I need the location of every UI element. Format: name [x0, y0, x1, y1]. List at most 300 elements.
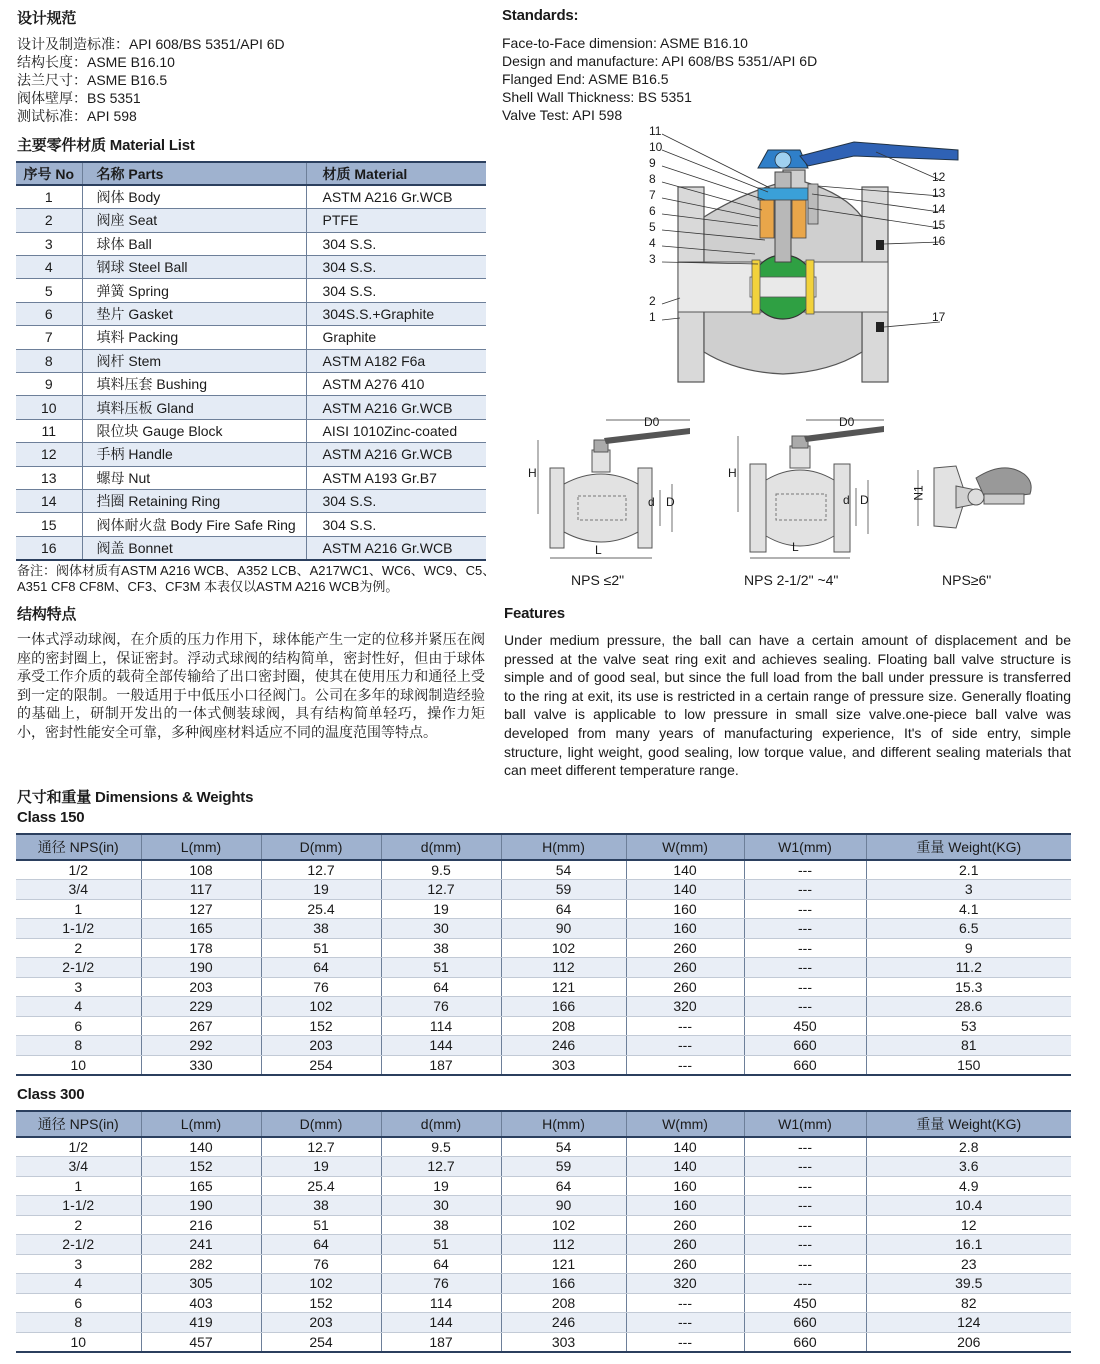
- class300-cell: 320: [626, 1274, 744, 1294]
- class150-table: [16, 833, 1071, 1076]
- class300-cell: 8: [16, 1313, 141, 1333]
- features-cn-text: 一体式浮动球阀，在介质的压力作用下，球体能产生一定的位移并紧压在阀座的密封圈上，保证密封。浮动式球阀的结构简单，密封性好，但由于球体承受工作介质的载荷全部传输给了出口密封圈，使其在使用压力和通径上受到一定的限制。一般适用于中低压小口径阀门。公司在多年的球阀制造经验的基础上，研制开发出的一体式侧装球阀，具有结构简单轻巧，操作力矩小，密封性能安全可靠，多种阀座材料适应不同的温度范围等特点。: [17, 631, 485, 740]
- class150-cell: 144: [381, 1036, 501, 1056]
- material-cell-material: ASTM A216 Gr.WCB: [306, 443, 486, 466]
- material-header-row: [16, 162, 486, 185]
- class300-cell: 54: [501, 1137, 626, 1157]
- class150-cell: 19: [261, 880, 381, 900]
- material-cell-part: 螺母 Nut: [82, 466, 306, 489]
- class150-cell: 38: [381, 938, 501, 958]
- class150-cell: 450: [744, 1016, 866, 1036]
- class300-cell: 51: [261, 1215, 381, 1235]
- class300-cell: 140: [626, 1157, 744, 1177]
- material-cell-part: 阀体耐火盘 Body Fire Safe Ring: [82, 513, 306, 536]
- class300-cell: 660: [744, 1332, 866, 1352]
- spec-en-title: Standards:: [502, 7, 579, 24]
- class150-title: Class 150: [17, 809, 85, 826]
- class150-cell: ---: [744, 860, 866, 880]
- class300-cell: 403: [141, 1293, 261, 1313]
- table-row: [16, 860, 1071, 880]
- callout-label: 14: [932, 202, 946, 216]
- spec-en-line: Face-to-Face dimension: ASME B16.10: [502, 35, 748, 51]
- class300-body: [16, 1137, 1071, 1352]
- class300-cell: 160: [626, 1196, 744, 1216]
- spec-cn-line: 测试标准：API 598: [17, 108, 137, 124]
- class300-cell: 303: [501, 1332, 626, 1352]
- material-row: [16, 513, 486, 536]
- material-cell-material: ASTM A216 Gr.WCB: [306, 185, 486, 208]
- callout-label: 16: [932, 234, 946, 248]
- callout-label: 4: [649, 236, 656, 250]
- class150-cell: 121: [501, 977, 626, 997]
- material-note-line: 备注：阀体材质有ASTM A216 WCB、A352 LCB、A217WC1、WC6、WC9、C5、: [17, 563, 496, 578]
- class300-cell: 30: [381, 1196, 501, 1216]
- class150-cell: 117: [141, 880, 261, 900]
- class300-cell: 246: [501, 1313, 626, 1333]
- material-cell-part: 限位块 Gauge Block: [82, 419, 306, 442]
- class300-cell: 121: [501, 1254, 626, 1274]
- class300-cell: ---: [626, 1313, 744, 1333]
- class150-cell: 660: [744, 1055, 866, 1075]
- valve-gear-operator: [904, 456, 1054, 546]
- table-row: [16, 1235, 1071, 1255]
- class300-cell: 6: [16, 1293, 141, 1313]
- material-row: [16, 536, 486, 559]
- class150-header-cell: H(mm): [501, 834, 626, 860]
- class150-cell: ---: [744, 997, 866, 1017]
- material-cell-material: 304 S.S.: [306, 232, 486, 255]
- class300-cell: 64: [381, 1254, 501, 1274]
- material-row: [16, 466, 486, 489]
- table-row: [16, 1036, 1071, 1056]
- class300-cell: 82: [866, 1293, 1071, 1313]
- class300-cell: 90: [501, 1196, 626, 1216]
- table-row: [16, 1196, 1071, 1216]
- spec-cn-title: 设计规范: [17, 10, 77, 27]
- material-list-title: 主要零件材质 Material List: [17, 137, 195, 154]
- material-header-material: 材质 Material: [306, 162, 486, 185]
- class150-cell: 51: [261, 938, 381, 958]
- caption-nps-medium: NPS 2-1/2" ~4": [744, 572, 839, 588]
- dim-label-l: L: [792, 540, 799, 554]
- material-cell-no: 5: [16, 279, 82, 302]
- material-row: [16, 185, 486, 208]
- class150-cell: ---: [744, 919, 866, 939]
- material-cell-no: 11: [16, 419, 82, 442]
- class300-cell: 76: [381, 1274, 501, 1294]
- class150-cell: 127: [141, 899, 261, 919]
- spec-en-list: [502, 34, 817, 124]
- spec-en-line: Valve Test: API 598: [502, 107, 623, 123]
- class150-cell: 102: [261, 997, 381, 1017]
- class300-header-cell: W1(mm): [744, 1111, 866, 1137]
- material-cell-material: ASTM A182 F6a: [306, 349, 486, 372]
- material-cell-no: 14: [16, 489, 82, 512]
- material-cell-no: 13: [16, 466, 82, 489]
- class150-cell: 76: [261, 977, 381, 997]
- class150-cell: 140: [626, 860, 744, 880]
- class300-cell: 2.8: [866, 1137, 1071, 1157]
- table-row: [16, 997, 1071, 1017]
- class150-cell: 30: [381, 919, 501, 939]
- table-row: [16, 1293, 1071, 1313]
- callout-label: 2: [649, 294, 656, 308]
- callout-label: 1: [649, 310, 656, 324]
- class300-cell: 152: [261, 1293, 381, 1313]
- class150-cell: 254: [261, 1055, 381, 1075]
- dim-label-n1: N1: [911, 485, 926, 501]
- class150-cell: 38: [261, 919, 381, 939]
- class300-cell: 64: [501, 1176, 626, 1196]
- class300-cell: 140: [141, 1137, 261, 1157]
- material-cell-part: 弹簧 Spring: [82, 279, 306, 302]
- material-cell-material: 304 S.S.: [306, 256, 486, 279]
- class300-cell: 12: [866, 1215, 1071, 1235]
- spec-en-line: Shell Wall Thickness: BS 5351: [502, 89, 692, 105]
- class150-cell: 51: [381, 958, 501, 978]
- class300-header-cell: L(mm): [141, 1111, 261, 1137]
- class300-cell: 3: [16, 1254, 141, 1274]
- class150-cell: 1/2: [16, 860, 141, 880]
- class300-cell: 260: [626, 1235, 744, 1255]
- class150-header-cell: L(mm): [141, 834, 261, 860]
- class300-cell: 160: [626, 1176, 744, 1196]
- material-cell-part: 阀座 Seat: [82, 209, 306, 232]
- class150-cell: 112: [501, 958, 626, 978]
- material-row: [16, 302, 486, 325]
- class150-cell: 6: [16, 1016, 141, 1036]
- table-row: [16, 1157, 1071, 1177]
- material-row: [16, 489, 486, 512]
- callout-label: 5: [649, 220, 656, 234]
- material-cell-no: 3: [16, 232, 82, 255]
- material-table-body: [16, 185, 486, 559]
- class300-cell: 4: [16, 1274, 141, 1294]
- class300-cell: 1/2: [16, 1137, 141, 1157]
- class300-cell: 59: [501, 1157, 626, 1177]
- material-row: [16, 232, 486, 255]
- dim-label-small-d: d: [843, 493, 850, 507]
- class300-cell: 3/4: [16, 1157, 141, 1177]
- class300-cell: 10: [16, 1332, 141, 1352]
- class150-cell: 1-1/2: [16, 919, 141, 939]
- class300-header-cell: W(mm): [626, 1111, 744, 1137]
- class150-header-cell: W(mm): [626, 834, 744, 860]
- callout-label: 12: [932, 170, 946, 184]
- class150-cell: 660: [744, 1036, 866, 1056]
- class300-cell: 165: [141, 1176, 261, 1196]
- class150-cell: 260: [626, 958, 744, 978]
- class300-cell: 124: [866, 1313, 1071, 1333]
- class150-cell: 64: [501, 899, 626, 919]
- class150-cell: 12.7: [261, 860, 381, 880]
- class300-header-cell: 通径 NPS(in): [16, 1111, 141, 1137]
- class150-cell: ---: [744, 958, 866, 978]
- class150-cell: ---: [744, 899, 866, 919]
- class300-cell: 282: [141, 1254, 261, 1274]
- class150-cell: 81: [866, 1036, 1071, 1056]
- class150-cell: 114: [381, 1016, 501, 1036]
- material-cell-no: 9: [16, 373, 82, 396]
- class300-cell: 2: [16, 1215, 141, 1235]
- table-row: [16, 1254, 1071, 1274]
- callout-label: 9: [649, 156, 656, 170]
- class300-cell: ---: [744, 1137, 866, 1157]
- callout-label: 8: [649, 172, 656, 186]
- class300-cell: 23: [866, 1254, 1071, 1274]
- dim-label-l: L: [595, 543, 602, 557]
- callout-label: 13: [932, 186, 946, 200]
- class300-cell: ---: [744, 1157, 866, 1177]
- material-cell-material: 304 S.S.: [306, 279, 486, 302]
- class150-cell: 59: [501, 880, 626, 900]
- class150-cell: 187: [381, 1055, 501, 1075]
- class150-cell: 28.6: [866, 997, 1071, 1017]
- material-row: [16, 373, 486, 396]
- class150-cell: 3/4: [16, 880, 141, 900]
- class300-cell: 190: [141, 1196, 261, 1216]
- dim-label-big-d: D: [860, 493, 869, 507]
- spec-cn-line: 结构长度：ASME B16.10: [17, 54, 175, 70]
- class150-header-cell: 重量 Weight(KG): [866, 834, 1071, 860]
- material-cell-part: 填料压板 Gland: [82, 396, 306, 419]
- class300-cell: 305: [141, 1274, 261, 1294]
- class300-header-cell: D(mm): [261, 1111, 381, 1137]
- class150-header-cell: d(mm): [381, 834, 501, 860]
- class300-header-row: [16, 1111, 1071, 1137]
- material-cell-material: Graphite: [306, 326, 486, 349]
- table-row: [16, 958, 1071, 978]
- class150-cell: 140: [626, 880, 744, 900]
- material-cell-material: ASTM A193 Gr.B7: [306, 466, 486, 489]
- material-cell-part: 手柄 Handle: [82, 443, 306, 466]
- class150-cell: 1: [16, 899, 141, 919]
- material-cell-part: 阀杆 Stem: [82, 349, 306, 372]
- class150-cell: 330: [141, 1055, 261, 1075]
- material-header-parts: 名称 Parts: [82, 162, 306, 185]
- class300-cell: 450: [744, 1293, 866, 1313]
- class150-cell: 160: [626, 899, 744, 919]
- material-cell-no: 6: [16, 302, 82, 325]
- class150-cell: 203: [261, 1036, 381, 1056]
- material-cell-part: 钢球 Steel Ball: [82, 256, 306, 279]
- dim-label-h: H: [728, 466, 737, 480]
- class150-cell: 8: [16, 1036, 141, 1056]
- class150-cell: 303: [501, 1055, 626, 1075]
- valve-section-drawing: [640, 122, 960, 384]
- material-row: [16, 349, 486, 372]
- material-cell-no: 1: [16, 185, 82, 208]
- class150-cell: 9: [866, 938, 1071, 958]
- spec-en-line: Flanged End: ASME B16.5: [502, 71, 669, 87]
- table-row: [16, 1137, 1071, 1157]
- callout-label: 15: [932, 218, 946, 232]
- features-en-title: Features: [504, 605, 565, 622]
- class150-cell: 108: [141, 860, 261, 880]
- class300-cell: 3.6: [866, 1157, 1071, 1177]
- callout-label: 17: [932, 310, 946, 324]
- class150-cell: 3: [866, 880, 1071, 900]
- class300-cell: 51: [381, 1235, 501, 1255]
- class150-cell: 76: [381, 997, 501, 1017]
- class300-cell: 19: [381, 1176, 501, 1196]
- material-cell-part: 阀体 Body: [82, 185, 306, 208]
- features-en-text: Under medium pressure, the ball can have a certain amount of displacement and be pressed at the valve seat ring exit and achieves sealing. Floating ball valve structure is simple and of good seal, but since the full load from the ball under pressure is transferred to the ring at exit, its use is restricted in a certain range of pressure size. Generally floating ball valve is applicable to low pressure in small size valve.one-piece ball valve was developed from many years of manufacturing experience, It's of side entry, simple structure, light weight, good sealing, low torque value, and different sealing materials that can meet different temperature range.: [504, 632, 1071, 779]
- table-row: [16, 1016, 1071, 1036]
- class300-cell: ---: [744, 1274, 866, 1294]
- caption-nps-small: NPS ≤2": [571, 572, 625, 588]
- class150-cell: 4.1: [866, 899, 1071, 919]
- material-row: [16, 256, 486, 279]
- class150-cell: 15.3: [866, 977, 1071, 997]
- class150-header-cell: W1(mm): [744, 834, 866, 860]
- class300-cell: 419: [141, 1313, 261, 1333]
- class150-cell: 320: [626, 997, 744, 1017]
- class150-cell: 165: [141, 919, 261, 939]
- callout-label: 10: [649, 140, 663, 154]
- dim-label-d0: D0: [839, 415, 855, 429]
- features-cn-title: 结构特点: [17, 606, 77, 623]
- material-cell-no: 7: [16, 326, 82, 349]
- class150-cell: 160: [626, 919, 744, 939]
- table-row: [16, 1215, 1071, 1235]
- class300-cell: 203: [261, 1313, 381, 1333]
- class150-header-cell: 通径 NPS(in): [16, 834, 141, 860]
- material-cell-no: 10: [16, 396, 82, 419]
- material-cell-no: 2: [16, 209, 82, 232]
- material-cell-material: AISI 1010Zinc-coated: [306, 419, 486, 442]
- class150-cell: ---: [744, 977, 866, 997]
- class300-cell: 64: [261, 1235, 381, 1255]
- material-cell-material: 304S.S.+Graphite: [306, 302, 486, 325]
- material-cell-part: 垫片 Gasket: [82, 302, 306, 325]
- class300-cell: 10.4: [866, 1196, 1071, 1216]
- class300-cell: 206: [866, 1332, 1071, 1352]
- class300-cell: 216: [141, 1215, 261, 1235]
- class150-cell: ---: [744, 880, 866, 900]
- material-row: [16, 396, 486, 419]
- valve-outline-small: [522, 414, 712, 564]
- class150-cell: 2-1/2: [16, 958, 141, 978]
- class150-cell: 19: [381, 899, 501, 919]
- callout-label: 7: [649, 188, 656, 202]
- class300-cell: 12.7: [381, 1157, 501, 1177]
- callout-label: 3: [649, 252, 656, 266]
- class300-cell: 166: [501, 1274, 626, 1294]
- spec-cn-line: 法兰尺寸：ASME B16.5: [17, 72, 168, 88]
- class300-cell: 114: [381, 1293, 501, 1313]
- class300-header-cell: H(mm): [501, 1111, 626, 1137]
- material-cell-no: 8: [16, 349, 82, 372]
- class150-cell: 292: [141, 1036, 261, 1056]
- material-cell-no: 15: [16, 513, 82, 536]
- material-row: [16, 326, 486, 349]
- class300-cell: 1: [16, 1176, 141, 1196]
- dimensions-title: 尺寸和重量 Dimensions & Weights: [17, 789, 254, 806]
- material-cell-part: 挡圈 Retaining Ring: [82, 489, 306, 512]
- class150-cell: 53: [866, 1016, 1071, 1036]
- material-cell-part: 填料压套 Bushing: [82, 373, 306, 396]
- material-cell-part: 填料 Packing: [82, 326, 306, 349]
- class150-cell: 102: [501, 938, 626, 958]
- class300-cell: 152: [141, 1157, 261, 1177]
- material-cell-no: 16: [16, 536, 82, 559]
- class150-cell: 11.2: [866, 958, 1071, 978]
- class150-cell: 64: [381, 977, 501, 997]
- class150-cell: 25.4: [261, 899, 381, 919]
- caption-nps-large: NPS≥6": [942, 572, 992, 588]
- class300-cell: 187: [381, 1332, 501, 1352]
- class300-cell: ---: [744, 1215, 866, 1235]
- material-cell-no: 12: [16, 443, 82, 466]
- class150-cell: ---: [626, 1055, 744, 1075]
- class300-cell: 38: [261, 1196, 381, 1216]
- class150-body: [16, 860, 1071, 1075]
- class150-cell: 208: [501, 1016, 626, 1036]
- class300-cell: 260: [626, 1215, 744, 1235]
- material-cell-part: 阀盖 Bonnet: [82, 536, 306, 559]
- class150-cell: 10: [16, 1055, 141, 1075]
- table-row: [16, 1176, 1071, 1196]
- table-row: [16, 880, 1071, 900]
- class300-cell: ---: [744, 1196, 866, 1216]
- class150-cell: 260: [626, 938, 744, 958]
- class150-cell: 260: [626, 977, 744, 997]
- class150-cell: 64: [261, 958, 381, 978]
- dim-label-h: H: [528, 466, 537, 480]
- class150-cell: 190: [141, 958, 261, 978]
- dim-label-small-d: d: [648, 495, 655, 509]
- class300-cell: 260: [626, 1254, 744, 1274]
- dim-label-d0: D0: [644, 415, 660, 429]
- callout-label: 11: [649, 124, 662, 138]
- class300-cell: ---: [744, 1254, 866, 1274]
- class300-cell: 38: [381, 1215, 501, 1235]
- class300-cell: 9.5: [381, 1137, 501, 1157]
- class150-cell: ---: [744, 938, 866, 958]
- class300-cell: 76: [261, 1254, 381, 1274]
- class300-cell: ---: [744, 1176, 866, 1196]
- class150-cell: 2.1: [866, 860, 1071, 880]
- class150-cell: 152: [261, 1016, 381, 1036]
- class300-title: Class 300: [17, 1086, 85, 1103]
- dim-label-big-d: D: [666, 495, 675, 509]
- spec-cn-list: [17, 35, 285, 125]
- table-row: [16, 977, 1071, 997]
- table-row: [16, 1332, 1071, 1352]
- class300-cell: 4.9: [866, 1176, 1071, 1196]
- spec-en-line: Design and manufacture: API 608/BS 5351/API 6D: [502, 53, 818, 69]
- table-row: [16, 919, 1071, 939]
- material-cell-material: ASTM A276 410: [306, 373, 486, 396]
- class300-cell: 241: [141, 1235, 261, 1255]
- material-note: [17, 563, 495, 595]
- class300-cell: 144: [381, 1313, 501, 1333]
- material-row: [16, 209, 486, 232]
- class150-cell: 166: [501, 997, 626, 1017]
- class300-cell: 457: [141, 1332, 261, 1352]
- material-cell-material: ASTM A216 Gr.WCB: [306, 396, 486, 419]
- class150-header-cell: D(mm): [261, 834, 381, 860]
- class150-header-row: [16, 834, 1071, 860]
- class300-cell: 140: [626, 1137, 744, 1157]
- class300-header-cell: 重量 Weight(KG): [866, 1111, 1071, 1137]
- class300-cell: 208: [501, 1293, 626, 1313]
- class150-cell: 178: [141, 938, 261, 958]
- material-cell-material: PTFE: [306, 209, 486, 232]
- class300-cell: 16.1: [866, 1235, 1071, 1255]
- valve-outline-medium: [722, 414, 892, 564]
